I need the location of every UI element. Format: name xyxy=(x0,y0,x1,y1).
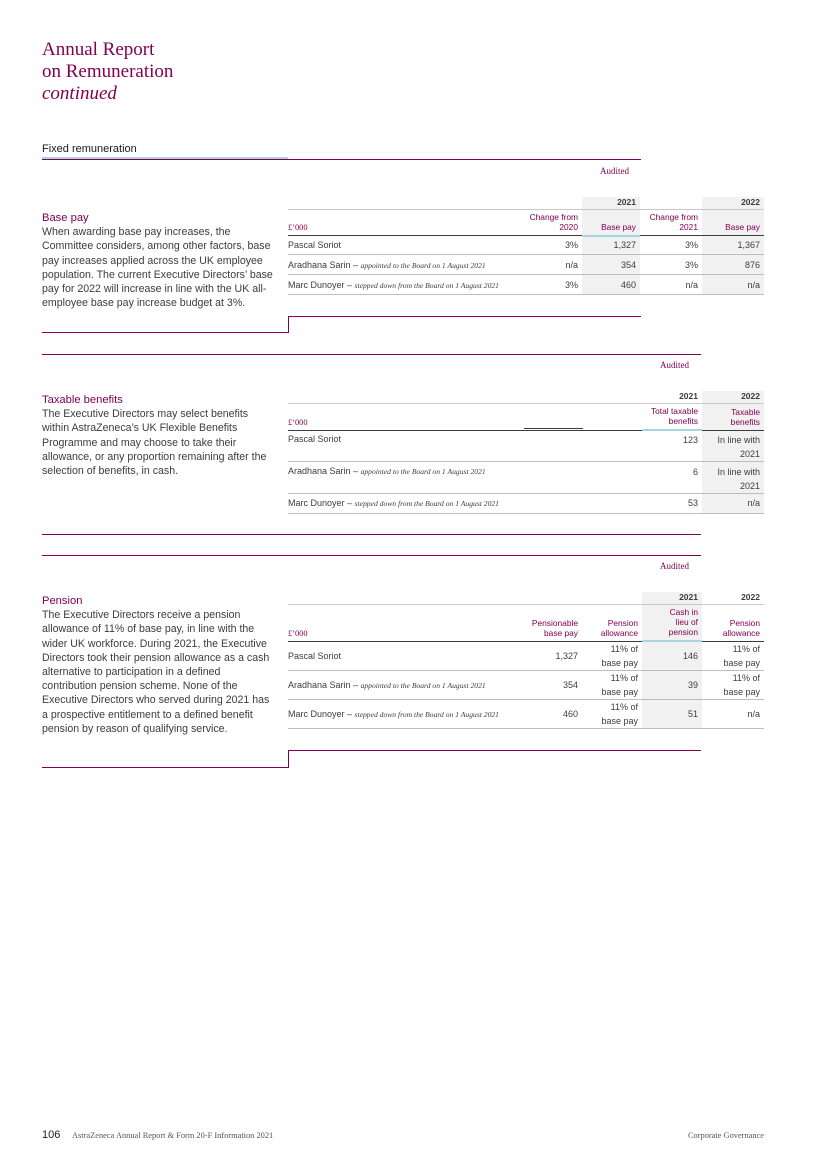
cell: 11% of base pay xyxy=(582,641,642,670)
row-label: Aradhana Sarin – appointed to the Board on 1 August 2021 xyxy=(288,670,522,699)
col-header: Cash in lieu of pension xyxy=(642,605,702,642)
divider xyxy=(288,316,289,333)
cell: 354 xyxy=(522,670,582,699)
col-header: Pensionable base pay xyxy=(522,605,582,642)
audited-label-pension: Audited xyxy=(660,561,689,571)
year-2022: 2022 xyxy=(702,391,764,404)
row-label: Pascal Soriot xyxy=(288,236,524,255)
divider xyxy=(288,750,289,768)
page-title-continued: continued xyxy=(42,83,117,104)
cell: 876 xyxy=(702,255,764,275)
col-header: Total taxable benefits xyxy=(642,404,702,431)
taxable-benefits-text: The Executive Directors may select benefits within AstraZeneca’s UK Flexible Benefits Programme and may choose to take their allowance, or any proportion remaining after the selection of benefits, in cash. xyxy=(42,408,267,478)
cell: n/a xyxy=(702,699,764,728)
col-header: Pension allowance xyxy=(582,605,642,642)
pension-table xyxy=(288,592,764,729)
taxable-benefits-table xyxy=(288,391,764,514)
cell: 460 xyxy=(582,275,640,295)
col-header: Change from 2020 xyxy=(524,210,582,236)
divider xyxy=(288,750,701,751)
year-2021: 2021 xyxy=(642,592,702,605)
cell: 354 xyxy=(582,255,640,275)
cell: 11% of base pay xyxy=(702,641,764,670)
divider xyxy=(42,159,641,160)
page-title-line-2: on Remuneration xyxy=(42,61,174,82)
header-row xyxy=(288,404,764,431)
row-label: Pascal Soriot xyxy=(288,430,642,461)
section-heading: Fixed remuneration xyxy=(42,143,137,155)
cell: 1,327 xyxy=(522,641,582,670)
year-2021: 2021 xyxy=(642,391,702,404)
table-row xyxy=(288,670,764,699)
base-pay-title: Base pay xyxy=(42,212,89,224)
col-header: Change from 2021 xyxy=(640,210,702,236)
base-pay-table xyxy=(288,197,764,295)
col-header: Base pay xyxy=(582,210,640,236)
divider xyxy=(42,767,288,768)
cell: 460 xyxy=(522,699,582,728)
cell: 3% xyxy=(524,236,582,255)
year-row xyxy=(288,391,764,404)
cell: 123 xyxy=(642,430,702,461)
table-row xyxy=(288,461,764,493)
cell: 1,367 xyxy=(702,236,764,255)
footer-section: Corporate Governance xyxy=(687,1131,764,1140)
table-row xyxy=(288,236,764,255)
cell: 51 xyxy=(642,699,702,728)
cell: 1,327 xyxy=(582,236,640,255)
divider xyxy=(42,332,288,333)
row-label: Aradhana Sarin – appointed to the Board on 1 August 2021 xyxy=(288,255,524,275)
taxable-benefits-description xyxy=(42,393,276,478)
year-row xyxy=(288,592,764,605)
divider xyxy=(524,428,583,429)
table-row xyxy=(288,493,764,513)
cell: 11% of base pay xyxy=(582,699,642,728)
col-header: Pension allowance xyxy=(702,605,764,642)
table-row xyxy=(288,699,764,728)
unit-label: £’000 xyxy=(288,210,524,236)
taxable-benefits-title: Taxable benefits xyxy=(42,394,123,406)
cell: 3% xyxy=(640,255,702,275)
cell: 53 xyxy=(642,493,702,513)
col-header: Taxable benefits xyxy=(702,404,764,431)
row-label: Pascal Soriot xyxy=(288,641,522,670)
divider xyxy=(42,555,701,556)
divider xyxy=(42,354,701,355)
table-row xyxy=(288,255,764,275)
cell: 39 xyxy=(642,670,702,699)
cell: 3% xyxy=(524,275,582,295)
cell: n/a xyxy=(702,275,764,295)
cell: In line with 2021 xyxy=(702,430,764,461)
audited-label-taxable: Audited xyxy=(660,360,689,370)
header-row xyxy=(288,210,764,236)
unit-label: £’000 xyxy=(288,605,522,642)
cell: n/a xyxy=(702,493,764,513)
cell: 146 xyxy=(642,641,702,670)
year-2022: 2022 xyxy=(702,592,764,605)
cell: n/a xyxy=(640,275,702,295)
table-row xyxy=(288,430,764,461)
row-label: Marc Dunoyer – stepped down from the Board on 1 August 2021 xyxy=(288,699,522,728)
row-label: Marc Dunoyer – stepped down from the Board on 1 August 2021 xyxy=(288,493,642,513)
row-label: Marc Dunoyer – stepped down from the Board on 1 August 2021 xyxy=(288,275,524,295)
audited-label-base-pay: Audited xyxy=(600,166,629,176)
pension-title: Pension xyxy=(42,595,83,607)
cell: 11% of base pay xyxy=(702,670,764,699)
col-header: Base pay xyxy=(702,210,764,236)
page-title-line-1: Annual Report xyxy=(42,39,155,60)
pension-description xyxy=(42,594,276,736)
cell: n/a xyxy=(524,255,582,275)
base-pay-description xyxy=(42,211,276,310)
cell: In line with 2021 xyxy=(702,461,764,493)
table-row xyxy=(288,275,764,295)
row-label: Aradhana Sarin – appointed to the Board on 1 August 2021 xyxy=(288,461,642,493)
cell: 6 xyxy=(642,461,702,493)
unit-label: £’000 xyxy=(288,404,642,431)
header-row xyxy=(288,605,764,642)
table-row xyxy=(288,641,764,670)
cell: 11% of base pay xyxy=(582,670,642,699)
year-2021: 2021 xyxy=(582,197,640,210)
divider xyxy=(42,534,701,535)
year-row xyxy=(288,197,764,210)
footer-document-title: AstraZeneca Annual Report & Form 20-F Information 2021 xyxy=(72,1131,274,1140)
divider xyxy=(288,316,641,317)
pension-text: The Executive Directors receive a pension allowance of 11% of base pay, in line with the wider UK workforce. During 2021, the Executive Directors took their pension allowance as a cash alternative to participation in a defined contribution pension scheme. None of the Executive Directors who served during 2021 has a prospective entitlement to a defined benefit pension by reason of qualifying service. xyxy=(42,609,270,735)
base-pay-text: When awarding base pay increases, the Committee considers, among other factors, base pay increases applied across the UK employee population. The current Executive Directors’ base pay for 2022 will increase in line with the UK all-employee base pay increase budget at 3%. xyxy=(42,226,273,310)
page-number: 106 xyxy=(42,1129,61,1141)
year-2022: 2022 xyxy=(702,197,764,210)
cell: 3% xyxy=(640,236,702,255)
